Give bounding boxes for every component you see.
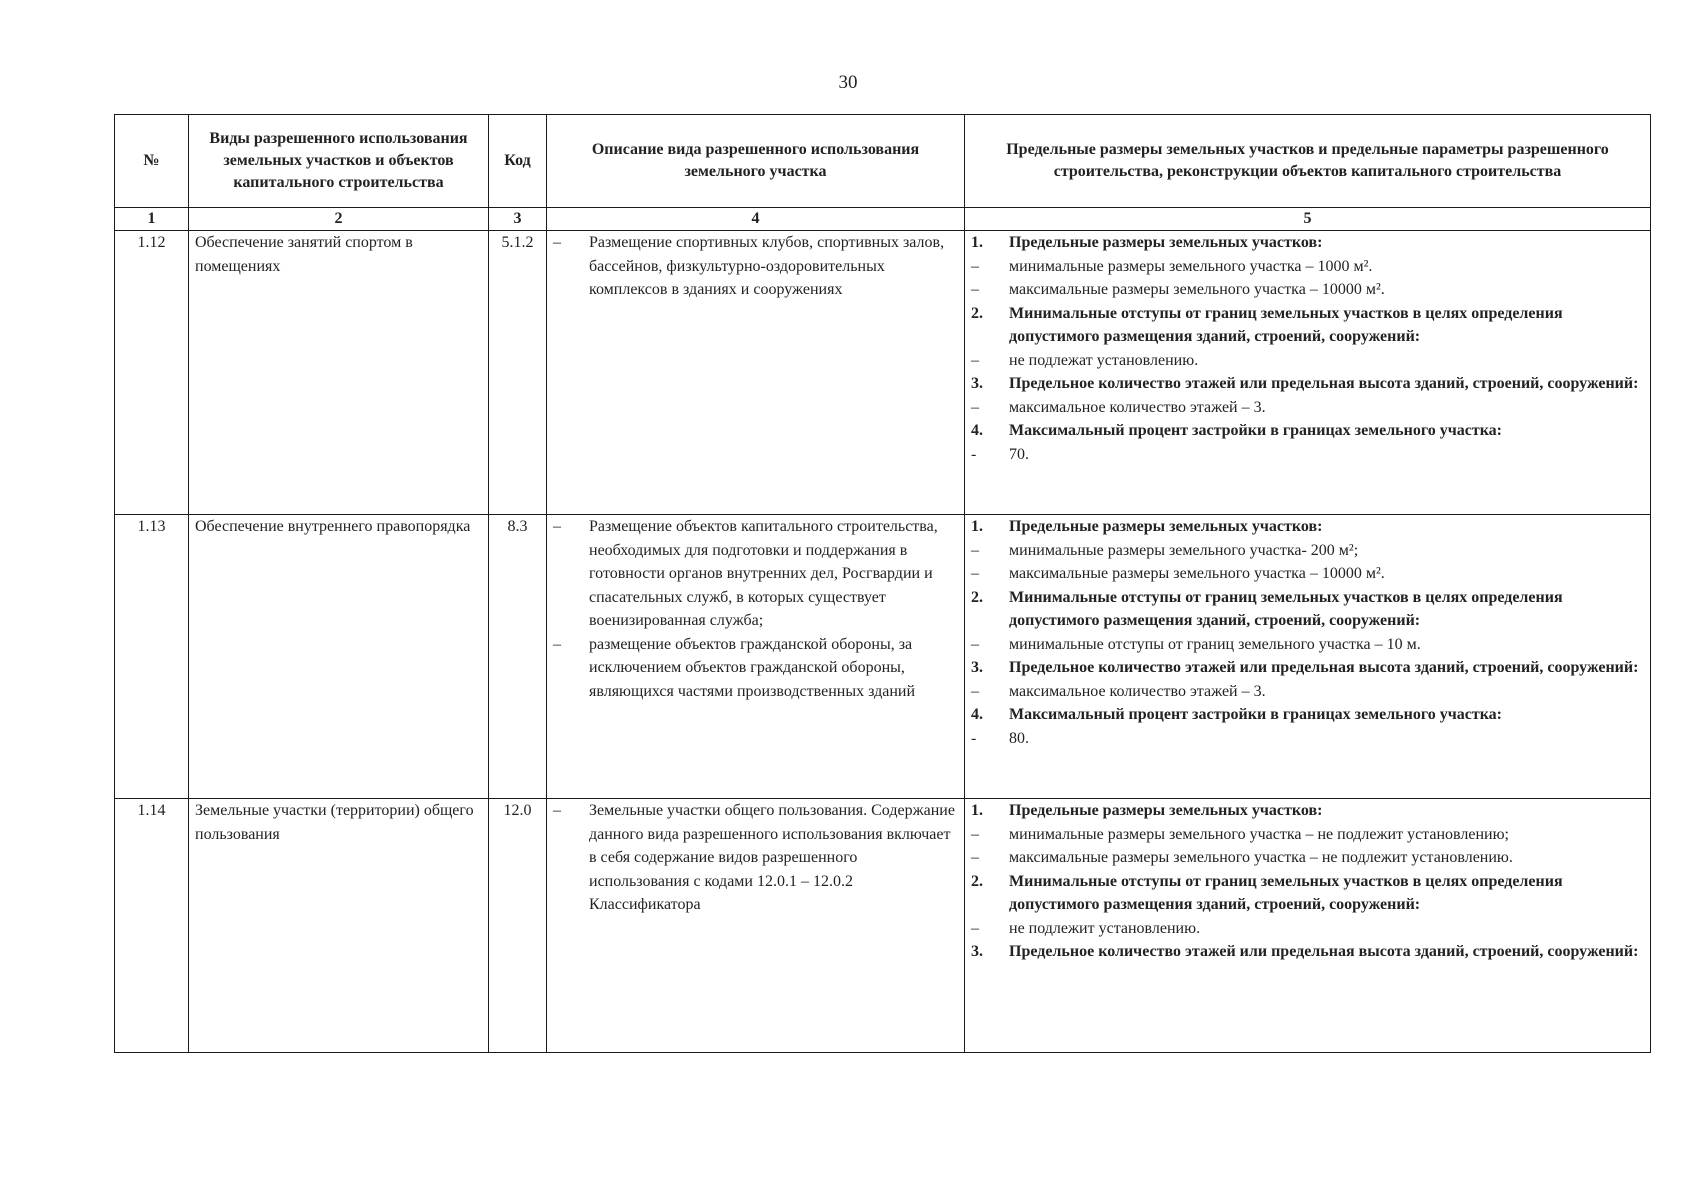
- header-number: №: [115, 115, 189, 208]
- header-kind: Виды разрешенного использования земельных участков и объектов капитального строительства: [189, 115, 489, 208]
- param-marker: 3.: [971, 943, 983, 960]
- row-parameters: [965, 231, 1651, 515]
- column-number: 1: [115, 208, 189, 231]
- dash-marker: –: [553, 635, 561, 653]
- column-number: 5: [965, 208, 1651, 231]
- param-marker: -: [971, 445, 977, 463]
- param-text: Предельные размеры земельных участков:: [1009, 518, 1323, 535]
- param-marker: –: [971, 257, 979, 275]
- column-number-row: [115, 208, 1651, 231]
- param-item: [971, 443, 1644, 467]
- table-row: [115, 515, 1651, 799]
- param-item: [971, 727, 1644, 751]
- param-item: [971, 562, 1644, 586]
- param-heading: [971, 302, 1644, 349]
- param-marker: 1.: [971, 802, 983, 819]
- param-marker: 3.: [971, 375, 983, 392]
- param-heading: [971, 231, 1644, 255]
- description-item: [553, 231, 958, 302]
- param-text: максимальные размеры земельного участка – 10000 м².: [1009, 281, 1385, 298]
- param-text: Максимальный процент застройки в границах земельного участка:: [1009, 706, 1502, 723]
- param-text: Максимальный процент застройки в границах земельного участка:: [1009, 422, 1502, 439]
- param-text: не подлежат установлению.: [1009, 351, 1199, 369]
- param-text: 80.: [1009, 729, 1029, 747]
- param-heading: [971, 870, 1644, 917]
- column-number: 3: [489, 208, 547, 231]
- regulations-table: [114, 114, 1651, 1053]
- param-item: [971, 349, 1644, 373]
- param-text: Предельное количество этажей или предельная высота зданий, строений, сооружений:: [1009, 659, 1639, 676]
- param-text: не подлежит установлению.: [1009, 919, 1201, 937]
- description-item: [553, 799, 958, 917]
- param-text: Предельное количество этажей или предельная высота зданий, строений, сооружений:: [1009, 375, 1639, 392]
- page-number: 30: [838, 72, 858, 93]
- dash-marker: –: [553, 802, 561, 819]
- table-row: [115, 231, 1651, 515]
- row-kind: Обеспечение внутреннего правопорядка: [189, 515, 489, 799]
- param-marker: –: [971, 541, 979, 559]
- param-marker: 2.: [971, 304, 983, 322]
- row-code: 8.3: [489, 515, 547, 799]
- param-text: Предельные размеры земельных участков:: [1009, 802, 1323, 819]
- param-marker: –: [971, 565, 979, 582]
- param-marker: –: [971, 825, 979, 843]
- param-item: [971, 823, 1644, 847]
- param-heading: [971, 586, 1644, 633]
- header-parameters: Предельные размеры земельных участков и предельные параметры разрешенного строительства, реконструкции объектов капитального строительства: [965, 115, 1651, 208]
- param-text: Минимальные отступы от границ земельных участков в целях определения допустимого размещения зданий, строений, сооружений:: [1009, 872, 1563, 913]
- param-item: [971, 846, 1644, 870]
- param-marker: 4.: [971, 706, 983, 723]
- param-item: [971, 680, 1644, 704]
- header-code: Код: [489, 115, 547, 208]
- param-marker: 3.: [971, 659, 983, 676]
- row-parameters: [965, 799, 1651, 1053]
- param-marker: 4.: [971, 422, 983, 439]
- param-text: максимальное количество этажей – 3.: [1009, 398, 1266, 416]
- row-description: [547, 231, 965, 515]
- param-marker: 2.: [971, 872, 983, 890]
- description-text: Размещение объектов капитального строительства, необходимых для подготовки и поддержания в готовности органов внутренних дел, Росгвардии и спасательных служб, в которых существует военизированная служба;: [589, 518, 938, 629]
- param-marker: 1.: [971, 518, 983, 535]
- param-marker: –: [971, 635, 979, 653]
- param-text: 70.: [1009, 445, 1029, 463]
- row-code: 5.1.2: [489, 231, 547, 515]
- row-parameters: [965, 515, 1651, 799]
- param-text: максимальные размеры земельного участка – не подлежит установлению.: [1009, 849, 1513, 866]
- param-marker: –: [971, 682, 979, 700]
- header-description: Описание вида разрешенного использования земельного участка: [547, 115, 965, 208]
- param-item: [971, 917, 1644, 941]
- param-marker: –: [971, 849, 979, 866]
- param-heading: [971, 799, 1644, 823]
- row-code: 12.0: [489, 799, 547, 1053]
- param-item: [971, 539, 1644, 563]
- row-number: 1.13: [115, 515, 189, 799]
- table-row: [115, 799, 1651, 1053]
- description-text: Земельные участки общего пользования. Содержание данного вида разрешенного использования включает в себя содержание видов разрешенного использования с кодами 12.0.1 – 12.0.2 Классификатора: [589, 802, 955, 913]
- row-kind: Земельные участки (территории) общего пользования: [189, 799, 489, 1053]
- row-description: [547, 799, 965, 1053]
- param-text: Минимальные отступы от границ земельных участков в целях определения допустимого размещения зданий, строений, сооружений:: [1009, 304, 1563, 345]
- param-item: [971, 255, 1644, 279]
- param-heading: [971, 656, 1644, 680]
- param-marker: –: [971, 281, 979, 298]
- param-text: Предельные размеры земельных участков:: [1009, 234, 1323, 251]
- param-text: максимальные размеры земельного участка – 10000 м².: [1009, 565, 1385, 582]
- param-heading: [971, 515, 1644, 539]
- dash-marker: –: [553, 518, 561, 535]
- param-text: Предельное количество этажей или предельная высота зданий, строений, сооружений:: [1009, 943, 1639, 960]
- param-marker: –: [971, 351, 979, 369]
- param-text: Минимальные отступы от границ земельных участков в целях определения допустимого размещения зданий, строений, сооружений:: [1009, 588, 1563, 629]
- column-number: 2: [189, 208, 489, 231]
- param-heading: [971, 372, 1644, 396]
- param-text: минимальные размеры земельного участка – не подлежит установлению;: [1009, 825, 1509, 843]
- param-heading: [971, 703, 1644, 727]
- param-heading: [971, 940, 1644, 964]
- param-marker: –: [971, 398, 979, 416]
- description-text: размещение объектов гражданской обороны, за исключением объектов гражданской обороны, являющихся частями производственных зданий: [589, 635, 916, 700]
- row-number: 1.12: [115, 231, 189, 515]
- description-text: Размещение спортивных клубов, спортивных залов, бассейнов, физкультурно-оздоровительных комплексов в зданиях и сооружениях: [589, 234, 945, 298]
- row-number: 1.14: [115, 799, 189, 1053]
- row-description: [547, 515, 965, 799]
- table-header-row: [115, 115, 1651, 208]
- description-item: [553, 633, 958, 704]
- param-text: минимальные отступы от границ земельного участка – 10 м.: [1009, 635, 1421, 653]
- param-marker: 1.: [971, 234, 983, 251]
- param-text: минимальные размеры земельного участка- 200 м²;: [1009, 541, 1359, 559]
- param-marker: 2.: [971, 588, 983, 606]
- param-item: [971, 396, 1644, 420]
- dash-marker: –: [553, 234, 561, 251]
- description-item: [553, 515, 958, 633]
- column-number: 4: [547, 208, 965, 231]
- param-text: минимальные размеры земельного участка – 1000 м².: [1009, 257, 1373, 275]
- param-marker: -: [971, 729, 977, 747]
- param-heading: [971, 419, 1644, 443]
- param-item: [971, 633, 1644, 657]
- param-marker: –: [971, 919, 979, 937]
- param-text: максимальное количество этажей – 3.: [1009, 682, 1266, 700]
- row-kind: Обеспечение занятий спортом в помещениях: [189, 231, 489, 515]
- param-item: [971, 278, 1644, 302]
